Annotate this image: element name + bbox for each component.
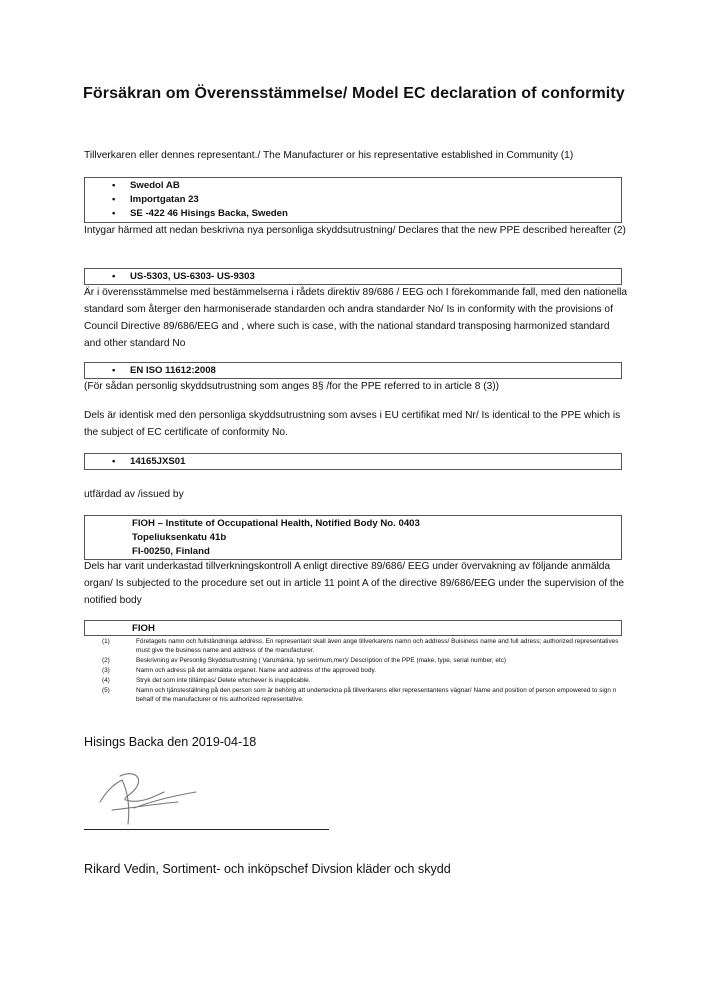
- footnote: [90, 667, 630, 676]
- issuer-box: [84, 515, 622, 560]
- procedure-text: Dels har varit underkastad tillverkningskontroll A enligt directive 89/686/ EEG under övervakning av följande anmälda organ/ Is subjected to the procedure set out in article 11 point A of the directive 89/686/EEG under the supervision of the notified body: [84, 561, 625, 606]
- notified-body-box: [84, 620, 622, 636]
- issuer-name: FIOH – Institute of Occupational Health, Notified Body No. 0403: [132, 518, 420, 529]
- footnote-text: Företagets namn och fullständninga address. En representant skall även ange tillverkarens namn och address/ Buisiness name and full adress; authorized representatives must give the business name and address of the manufacturer.: [136, 638, 619, 654]
- list-item: • US-5303, US-6303- US-9303: [85, 270, 621, 284]
- footnote-number: (3): [102, 666, 110, 674]
- footnote-text: Namn och adress på det anmälda organet. Name and address of the approved body.: [136, 666, 377, 674]
- list-item: • 14165JXS01: [85, 455, 621, 469]
- footnote-text: Namn och tjänsteställning på den person som är behörig att underteckna på tillverkarens eller representantens vägnar/ Name and position of person empowered to sign n behalf of the manufacturer or his authorized representative.: [136, 686, 617, 703]
- footnote: [90, 687, 630, 705]
- ppe-intro: Intygar härmed att nedan beskrivna nya personliga skyddsutrustning/ Declares that the new PPE described hereafter (2): [84, 225, 626, 236]
- manufacturer-box: [84, 177, 622, 223]
- issuer-street: Topeliuksenkatu 41b: [132, 532, 227, 543]
- signature-line: [84, 829, 329, 830]
- issued-by-label: utfärdad av /issued by: [84, 489, 184, 500]
- notified-body: FIOH: [132, 623, 155, 634]
- footnote: [90, 657, 630, 666]
- issuer-city: FI-00250, Finland: [132, 546, 210, 557]
- footnote-number: (4): [102, 676, 110, 684]
- list-item: • EN ISO 11612:2008: [85, 364, 621, 378]
- list-item: • Importgatan 23: [85, 193, 621, 207]
- footnotes: [90, 638, 630, 706]
- ppe-models-box: [84, 268, 622, 285]
- certificate-box: [84, 453, 622, 470]
- standards-box: [84, 362, 622, 379]
- signature-image: [92, 762, 202, 832]
- page-title: Försäkran om Överensstämmelse/ Model EC declaration of conformity: [83, 85, 625, 102]
- place-date: Hisings Backa den 2019-04-18: [84, 735, 257, 749]
- footnote: [90, 638, 630, 656]
- footnote-text: Beskrivning av Personlig Skyddsutrustning ( Varumärka, typ serirnum,mer)/ Description of the PPE (make, type, serial number, etc): [136, 656, 506, 664]
- footnote: [90, 677, 630, 686]
- conformity-text: Är i överensstämmelse med bestämmelserna i rådets direktiv 89/686 / EEG och I förekommande fall, med den nationella standard som återger den harmoniserade standarden och andra standarder No/ Is in conformity with the provisions of Council Directive 89/686/EEG and , where such is case, with the national standard transposing harmonized standard and other standard No: [84, 287, 628, 349]
- signatory: Rikard Vedin, Sortiment- och inköpschef Divsion kläder och skydd: [84, 862, 451, 876]
- identical-text: Dels är identisk med den personliga skyddsutrustning som avses i EU certifikat med Nr/ Is identical to the PPE which is the subject of EC certificate of conformity No.: [84, 410, 621, 438]
- manufacturer-intro: Tillverkaren eller dennes representant./ The Manufacturer or his representative established in Community (1): [84, 150, 574, 161]
- footnote-text: Stryk det som inte tillämpas/ Delete whichever is inapplicable.: [136, 676, 311, 684]
- list-item: • SE -422 46 Hisings Backa, Sweden: [85, 207, 621, 221]
- footnote-number: (5): [102, 686, 110, 694]
- footnote-number: (2): [102, 656, 110, 664]
- article8-text: (För sådan personlig skyddsutrustning som anges 8§ /for the PPE referred to in article 8 (3)): [84, 381, 500, 392]
- footnote-number: (1): [102, 638, 110, 645]
- list-item: • Swedol AB: [85, 179, 621, 193]
